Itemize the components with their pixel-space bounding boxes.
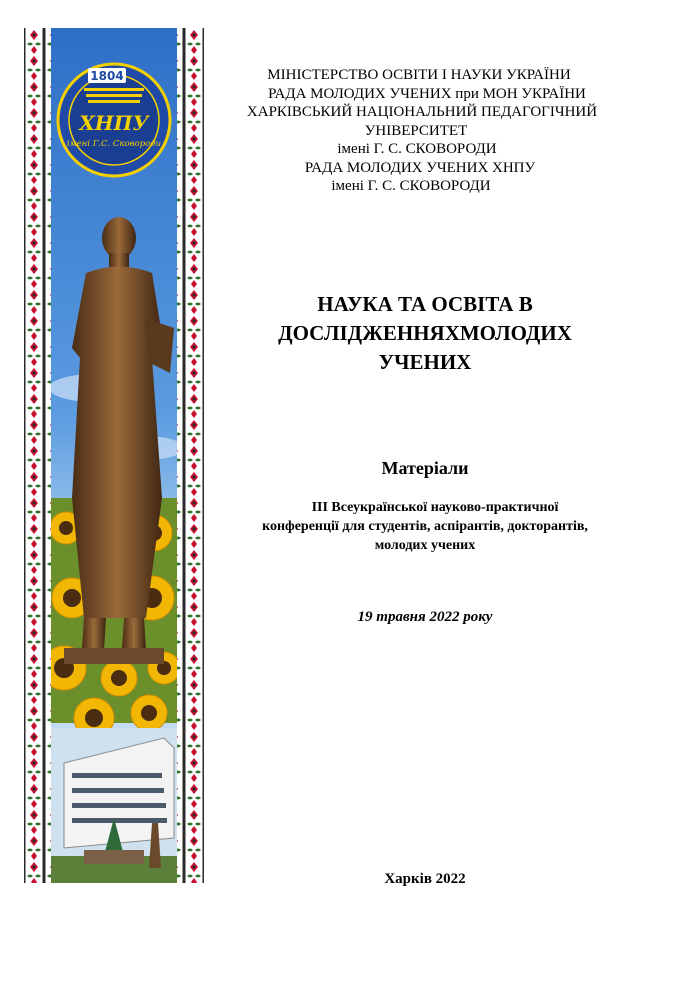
title-line-2: ДОСЛІДЖЕННЯХМОЛОДИХ: [278, 321, 572, 345]
banner-illustration: [24, 28, 204, 883]
ornament-strip-right: [177, 28, 204, 883]
city-year: Харків 2022: [384, 871, 466, 887]
conference-description: [230, 498, 620, 555]
title-line-3: УЧЕНИХ: [378, 350, 472, 374]
logo-name: імені Г.С. Сковороди: [66, 139, 162, 149]
header-line-hnpu-council: РАДА МОЛОДИХ УЧЕНИХ ХНПУ: [304, 159, 536, 176]
ornament-strip-left: [24, 28, 51, 883]
header-line-university: ХАРКІВСЬКИЙ НАЦІОНАЛЬНИЙ ПЕДАГОГІЧНИЙ: [246, 104, 598, 120]
collection-title: [230, 290, 620, 377]
header-line-young-scientists-council: РАДА МОЛОДИХ УЧЕНИХ при МОН УКРАЇНИ: [268, 85, 586, 102]
conference-line-2: конференції для студентів, аспірантів, докторантів,: [262, 519, 588, 534]
conference-line-3: молодих учених: [374, 538, 476, 553]
publisher-header: [230, 66, 620, 196]
conference-line-1: ІІІ Всеукраїнської науково-практичної: [311, 500, 559, 515]
header-line-university-cont: УНІВЕРСИТЕТ: [364, 122, 468, 139]
title-line-1: НАУКА ТА ОСВІТА В: [317, 292, 533, 316]
header-line-ministry: МІНІСТЕРСТВО ОСВІТИ І НАУКИ УКРАЇНИ: [267, 67, 571, 83]
conference-date: 19 травня 2022 року: [357, 609, 493, 625]
university-building: [51, 728, 177, 883]
university-logo: [58, 64, 170, 176]
header-line-named-after-2: імені Г. С. СКОВОРОДИ: [331, 178, 491, 194]
cover-banner: [24, 28, 204, 883]
header-line-named-after: імені Г. С. СКОВОРОДИ: [337, 141, 497, 157]
materials-label: Матеріали: [381, 458, 469, 478]
logo-year: 1804: [90, 69, 124, 83]
logo-abbreviation: ХНПУ: [79, 111, 149, 135]
